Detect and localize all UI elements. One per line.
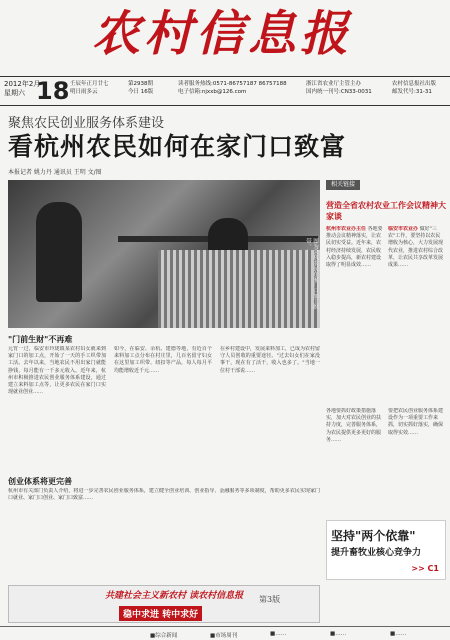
lunar-weather <box>70 80 109 96</box>
teaser-line-1: 坚持"两个依靠" <box>331 529 416 543</box>
teaser-page-link[interactable]: >> C1 <box>411 564 439 573</box>
banner-page: 第3版 <box>259 595 281 604</box>
section-heading-2: 创业体系将更完善 <box>8 476 72 486</box>
footer-item[interactable]: ■…… <box>390 631 407 637</box>
sidebar-text-2: 做好"三农"工作，要坚持以农民增收为核心，大力发展现代农业，推进农村综合改革，让农民共享改革发展成果…… <box>388 226 444 269</box>
article-column-3: 在乡村建设中，发展来料加工，已成为农村留守人员创收的重要途径。"过去妇女们在家没事干，现在有了活干，收入也多了。"当地一位村干部说…… <box>220 346 320 374</box>
article-byline: 本报记者 姚力丹 通讯员 王明 文/图 <box>8 169 102 176</box>
postal-code: 邮发代号:31-31 <box>392 89 432 95</box>
email: 电子信箱:njxxb@126.com <box>178 89 247 95</box>
banner-slogan: 共建社会主义新农村 读农村信息报 <box>105 591 244 601</box>
page-index-footer <box>0 626 450 640</box>
issue-weekday: 星期六 <box>4 89 25 97</box>
issue-number <box>128 80 153 96</box>
footer-item[interactable]: ■…… <box>330 631 347 637</box>
photo-caption: 图为余杭农民在家门口加工织带。…… <box>305 238 318 310</box>
teaser-line-2: 提升畜牧业核心竞争力 <box>331 548 422 558</box>
sidebar-subhead-2: 临安市农业办 <box>388 226 419 232</box>
related-sidebar <box>326 180 446 520</box>
sidebar-column-1 <box>326 226 383 398</box>
issue-serial: 第2938期 <box>128 81 153 87</box>
newspaper-title: 农村信息报 <box>92 6 353 62</box>
publication-code: 国内统一刊号:CN33-0031 <box>306 89 372 95</box>
banner-motto: 稳中求进 转中求好 <box>119 606 202 621</box>
article-column-2: 如今，在临安、余杭、建德等地，有近百个来料加工点分布在村庄里，几百名留守妇女在这里加工织带、纽扣等产品，每人每月平均能增收近千元…… <box>114 346 212 374</box>
press-name: 农村信息报社出版 <box>392 81 437 87</box>
promo-banner <box>8 585 320 623</box>
contact-info <box>178 80 287 96</box>
lunar-date: 壬辰年正月廿七 <box>70 81 109 87</box>
sidebar-text-1: 各地要推动会议精神落实，让农民切实受益。近年来，农村经济持续发展，农民收入稳步提高，新农村建设取得了明显成效…… <box>326 226 383 269</box>
sidebar-subhead-1: 杭州市农业办主任 <box>326 226 367 232</box>
sidebar-column-2 <box>388 226 445 398</box>
sidebar-column-3: 各地要抓好政策措施落实，加大对农民创业的扶持力度，完善服务体系，为农民提供更多更好的服务…… <box>326 408 382 443</box>
page-count: 今日 16版 <box>128 89 154 95</box>
article-column-4: 杭州市有关部门负责人介绍，将进一步完善农民创业服务体系，建立健全创业培训、创业指导、金融服务等多项制度，帮助更多农民实现家门口就业、家门口创业、家门口致富…… <box>8 488 320 502</box>
article-column-1: 元宵一过，临安市玲珑镇某农村妇女就来到家门口的加工点，开始了一天的手工织带加工活。去年以来，当地农民不用出家门就能挣钱，每月能有一千多元收入。近年来，杭州市积极推进农民创业服务体系建设，通过建立来料加工点等，让更多农民在家门口实现就业创业…… <box>8 346 106 396</box>
footer-item[interactable]: ■综合新闻 <box>150 633 178 639</box>
hotline: 读者服务热线:0571-86757187 86757188 <box>178 81 287 87</box>
publisher-info <box>306 80 372 96</box>
sidebar-column-4: 要把农民创业服务体系建设作为一项重要工作来抓，切实抓好落实，确保取得实效…… <box>388 408 444 436</box>
issue-day: 18 <box>36 77 70 105</box>
footer-item[interactable]: ■…… <box>270 631 287 637</box>
weather: 明日雨多云 <box>70 89 98 95</box>
teaser-box[interactable] <box>326 520 446 580</box>
issue-info-bar <box>0 76 450 106</box>
footer-item[interactable]: ■市场周刊 <box>210 633 238 639</box>
masthead <box>0 0 450 74</box>
photo-figure-left <box>36 202 82 302</box>
issue-date <box>4 80 40 98</box>
article-headline: 看杭州农民如何在家门口致富 <box>8 132 347 161</box>
sidebar-headline: 营造全省农村农业工作会议精神大家谈 <box>326 200 446 221</box>
section-heading-1: "门前生财"不再难 <box>8 334 73 344</box>
issue-month: 2012年2月 <box>4 80 41 88</box>
publisher: 浙江省农业厅主管主办 <box>306 81 362 87</box>
article-kicker: 聚焦农民创业服务体系建设 <box>8 116 165 131</box>
sidebar-tag: 相关链接 <box>326 180 360 190</box>
press-info <box>392 80 436 96</box>
